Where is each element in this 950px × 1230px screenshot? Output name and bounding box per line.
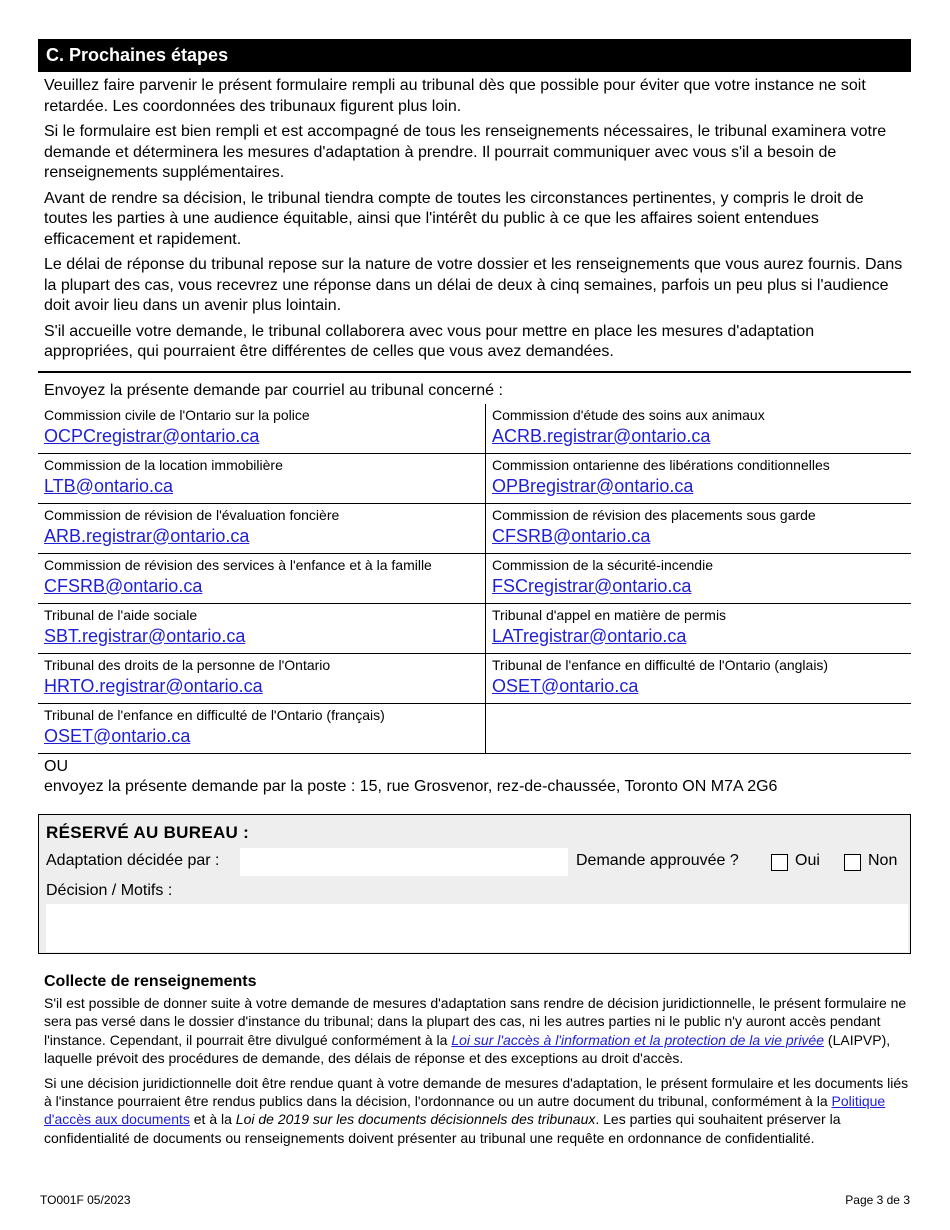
intro-paragraph: Le délai de réponse du tribunal repose sur la nature de votre dossier et les renseignements que vous aurez fournis. Dans la plupart des cas, vous recevrez une réponse dans un délai de deux à cinq semaines, parfois un peu plus si l'audience doit avoir lieu dans un avenir plus lointain. xyxy=(44,256,903,314)
intro-paragraph: Veuillez faire parvenir le présent formulaire rempli au tribunal dès que possible pour éviter que votre instance ne soit retardée. Les coordonnées des tribunaux figurent plus loin. xyxy=(44,77,866,115)
tribunal-cell xyxy=(38,554,486,604)
collect-title: Collecte de renseignements xyxy=(44,973,257,990)
tribunal-email-link[interactable]: ARB.registrar@ontario.ca xyxy=(44,525,250,546)
tribunal-email-link[interactable]: OPBregistrar@ontario.ca xyxy=(492,475,694,496)
information-collection xyxy=(44,972,910,1153)
tribunal-records-act: Loi de 2019 sur les documents décisionnels des tribunaux xyxy=(235,1111,596,1128)
collect-text: (LAIPVP), laquelle prévoit des procédures de demande, des délais de réponse et des exceptions au droit d'accès. xyxy=(44,1031,891,1067)
decided-by-input[interactable] xyxy=(240,848,568,876)
tribunal-cell xyxy=(38,704,486,754)
privacy-act-link-text: Loi sur l'accès à l'information et la protection de la vie privée xyxy=(451,1031,825,1048)
tribunal-name: Commission d'étude des soins aux animaux xyxy=(492,406,765,423)
page-number: Page 3 de 3 xyxy=(845,1193,910,1207)
tribunal-name: Commission de la location immobilière xyxy=(44,456,283,473)
tribunal-email-link[interactable]: FSCregistrar@ontario.ca xyxy=(492,575,692,596)
next-steps-section xyxy=(38,39,911,954)
tribunal-email-link[interactable]: OSET@ontario.ca xyxy=(44,725,191,746)
intro-text xyxy=(38,72,911,363)
intro-paragraph: S'il accueille votre demande, le tribunal collaborera avec vous pour mettre en place les mesures d'adaptation appropriées, qui pourraient être différentes de celles que vous avez demandées. xyxy=(44,322,815,360)
tribunal-table xyxy=(38,404,911,754)
mail-address: envoyez la présente demande par la poste : 15, rue Grosvenor, rez-de-chaussée, Toronto ON M7A 2G6 xyxy=(44,777,778,795)
tribunal-name: Commission de révision de l'évaluation foncière xyxy=(44,506,340,523)
tribunal-email-link[interactable]: OSET@ontario.ca xyxy=(492,675,639,696)
intro-paragraph: Avant de rendre sa décision, le tribunal tiendra compte de toutes les circonstances pertinentes, y compris le droit de toutes les parties à une audience équitable, ainsi que l'intérêt du public à ce que les affaires soient entendues efficacement et rapidement. xyxy=(44,189,864,248)
decision-label: Décision / Motifs : xyxy=(46,881,173,899)
no-label: Non xyxy=(868,851,898,869)
tribunal-cell xyxy=(486,604,911,654)
decided-by-label: Adaptation décidée par : xyxy=(46,851,220,869)
tribunal-name: Tribunal d'appel en matière de permis xyxy=(492,606,727,623)
tribunal-email-link[interactable]: HRTO.registrar@ontario.ca xyxy=(44,675,263,696)
tribunal-name: Commission de révision des services à l'enfance et à la famille xyxy=(44,556,432,573)
tribunal-name: Commission civile de l'Ontario sur la police xyxy=(44,406,310,423)
tribunal-cell xyxy=(486,554,911,604)
collect-text: S'il est possible de donner suite à votre demande de mesures d'adaptation sans rendre de décision juridictionnelle, le présent formulaire ne sera pas versé dans le dossier d'instance du tribunal; dans la plupart des cas, ni les autres parties ni le public n'y auront accès pendant l'instance. Cependant, il pourrait être divulgué conformément à la xyxy=(44,995,907,1048)
tribunal-cell xyxy=(486,654,911,704)
tribunal-name: Commission de la sécurité-incendie xyxy=(492,556,713,573)
yes-checkbox[interactable] xyxy=(771,854,788,871)
tribunal-email-link[interactable]: OCPCregistrar@ontario.ca xyxy=(44,425,260,446)
tribunal-cell xyxy=(486,454,911,504)
collect-text: Si une décision juridictionnelle doit être rendue quant à votre demande de mesures d'adaptation, le présent formulaire et les documents liés à l'instance pourraient être rendus publics dans la décision, l'ordonnance ou un autre document du tribunal, conformément à la xyxy=(44,1074,909,1110)
no-checkbox[interactable] xyxy=(844,854,861,871)
tribunal-cell xyxy=(38,504,486,554)
tribunal-cell xyxy=(38,404,486,454)
tribunal-name: Tribunal de l'enfance en difficulté de l'Ontario (français) xyxy=(44,706,385,723)
privacy-act-link[interactable] xyxy=(451,1032,824,1048)
tribunal-cell xyxy=(486,504,911,554)
intro-paragraph: Si le formulaire est bien rempli et est accompagné de tous les renseignements nécessaires, le tribunal examinera votre demande et déterminera les mesures d'adaptation à prendre. Il pourrait communiquer avec vous s'il a besoin de renseignements supplémentaires. xyxy=(44,123,887,181)
tribunal-cell-empty xyxy=(486,704,911,754)
send-email-label: Envoyez la présente demande par courriel au tribunal concerné : xyxy=(44,381,503,399)
tribunal-email-link[interactable]: CFSRB@ontario.ca xyxy=(44,575,203,596)
yes-label: Oui xyxy=(795,851,820,869)
tribunal-cell xyxy=(38,454,486,504)
tribunal-email-link[interactable]: LATregistrar@ontario.ca xyxy=(492,625,687,646)
or-label: OU xyxy=(44,757,68,775)
approved-label: Demande approuvée ? xyxy=(576,851,739,869)
tribunal-name: Tribunal des droits de la personne de l'Ontario xyxy=(44,656,331,673)
tribunal-name: Commission de révision des placements sous garde xyxy=(492,506,816,523)
tribunal-name: Tribunal de l'aide sociale xyxy=(44,606,198,623)
decision-textarea[interactable] xyxy=(46,904,908,952)
tribunal-cell xyxy=(38,654,486,704)
collect-paragraph xyxy=(44,1074,910,1148)
collect-text: . Les parties qui souhaitent préserver la confidentialité de documents ou renseignements doivent présenter au tribunal une requête en ordonnance de confidentialité. xyxy=(44,1111,841,1146)
tribunal-name: Tribunal de l'enfance en difficulté de l'Ontario (anglais) xyxy=(492,656,829,673)
tribunal-email-link[interactable]: LTB@ontario.ca xyxy=(44,475,173,496)
tribunal-email-link[interactable]: CFSRB@ontario.ca xyxy=(492,525,651,546)
access-policy-link[interactable]: Politique d'accès aux documents xyxy=(44,1093,886,1128)
tribunal-email-link[interactable]: SBT.registrar@ontario.ca xyxy=(44,625,246,646)
section-title: C. Prochaines étapes xyxy=(38,39,911,72)
office-use-box xyxy=(38,814,911,954)
tribunal-email-link[interactable]: ACRB.registrar@ontario.ca xyxy=(492,425,711,446)
mail-instructions xyxy=(38,754,911,797)
tribunal-cell xyxy=(38,604,486,654)
tribunal-name: Commission ontarienne des libérations conditionnelles xyxy=(492,456,830,473)
collect-paragraph xyxy=(44,994,910,1068)
collect-text: et à la xyxy=(189,1111,236,1128)
form-id: TO001F 05/2023 xyxy=(40,1193,131,1207)
office-title: RÉSERVÉ AU BUREAU : xyxy=(46,822,250,842)
tribunal-cell xyxy=(486,404,911,454)
